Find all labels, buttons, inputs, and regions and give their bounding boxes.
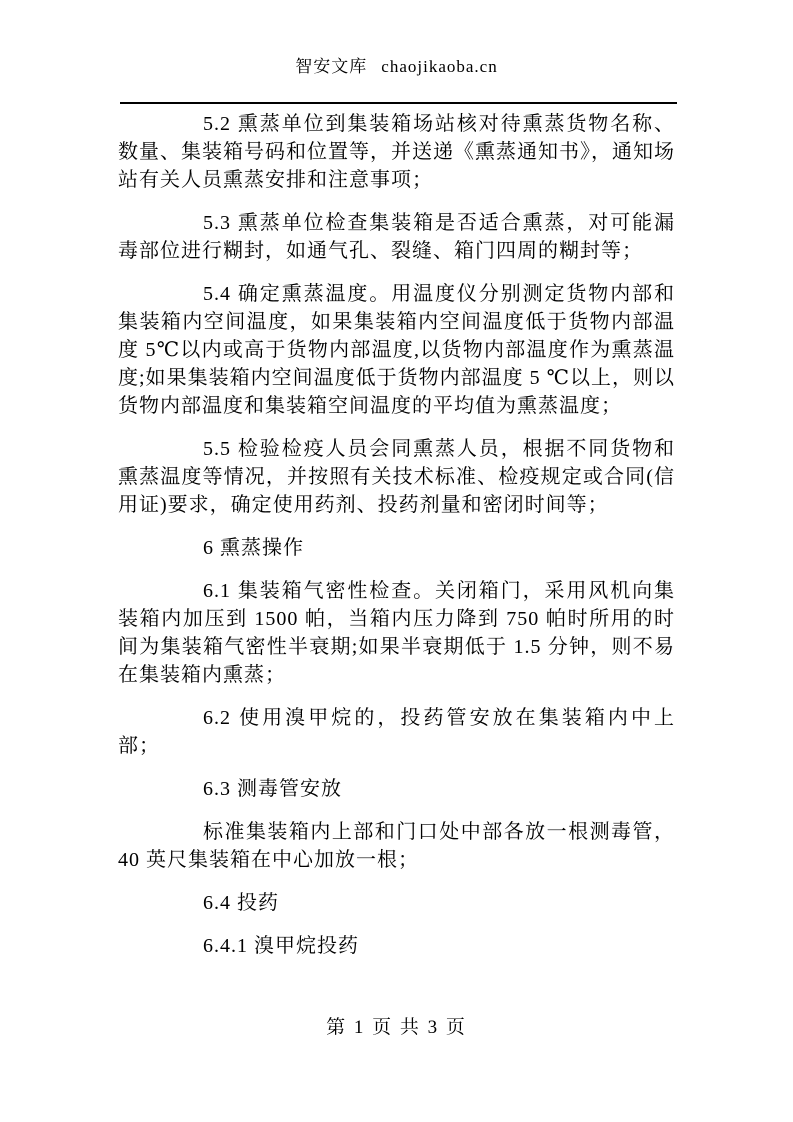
site-domain: chaojikaoba.cn	[381, 57, 498, 76]
para-6-2: 6.2 使用溴甲烷的，投药管安放在集装箱内中上部；	[118, 707, 675, 757]
page-footer	[0, 1012, 793, 1039]
heading-6: 6 熏蒸操作	[203, 537, 304, 559]
document-content	[118, 110, 675, 975]
para-5-2: 5.2 熏蒸单位到集装箱场站核对待熏蒸货物名称、数量、集装箱号码和位置等，并送递《熏蒸通知书》，通知场站有关人员熏蒸安排和注意事项；	[118, 113, 675, 191]
site-brand: 智安文库	[295, 57, 368, 76]
para-6-3-body: 标准集装箱内上部和门口处中部各放一根测毒管，40 英尺集装箱在中心加放一根；	[118, 821, 675, 871]
para-5-5: 5.5 检验检疫人员会同熏蒸人员，根据不同货物和熏蒸温度等情况，并按照有关技术标准、检疫规定或合同(信用证)要求，确定使用药剂、投药剂量和密闭时间等；	[118, 438, 675, 516]
heading-6-3: 6.3 测毒管安放	[203, 778, 342, 800]
para-5-4: 5.4 确定熏蒸温度。用温度仪分别测定货物内部和集装箱内空间温度，如果集装箱内空间温度低于货物内部温度 5℃以内或高于货物内部温度,以货物内部温度作为熏蒸温度;如果集装箱内空间温度低于货物内部温度 5 ℃以上，则以货物内部温度和集装箱空间温度的平均值为熏蒸温度；	[118, 283, 675, 417]
site-header	[0, 52, 793, 77]
heading-6-4-1: 6.4.1 溴甲烷投药	[203, 935, 359, 957]
heading-6-4: 6.4 投药	[203, 892, 279, 914]
header-divider	[120, 102, 677, 104]
page-number-label: 第 1 页 共 3 页	[326, 1017, 467, 1038]
para-5-3: 5.3 熏蒸单位检查集装箱是否适合熏蒸，对可能漏毒部位进行糊封，如通气孔、裂缝、箱门四周的糊封等；	[118, 212, 675, 262]
para-6-1: 6.1 集装箱气密性检查。关闭箱门，采用风机向集装箱内加压到 1500 帕，当箱内压力降到 750 帕时所用的时间为集装箱气密性半衰期;如果半衰期低于 1.5 分钟，则不易在集装箱内熏蒸；	[118, 580, 675, 686]
